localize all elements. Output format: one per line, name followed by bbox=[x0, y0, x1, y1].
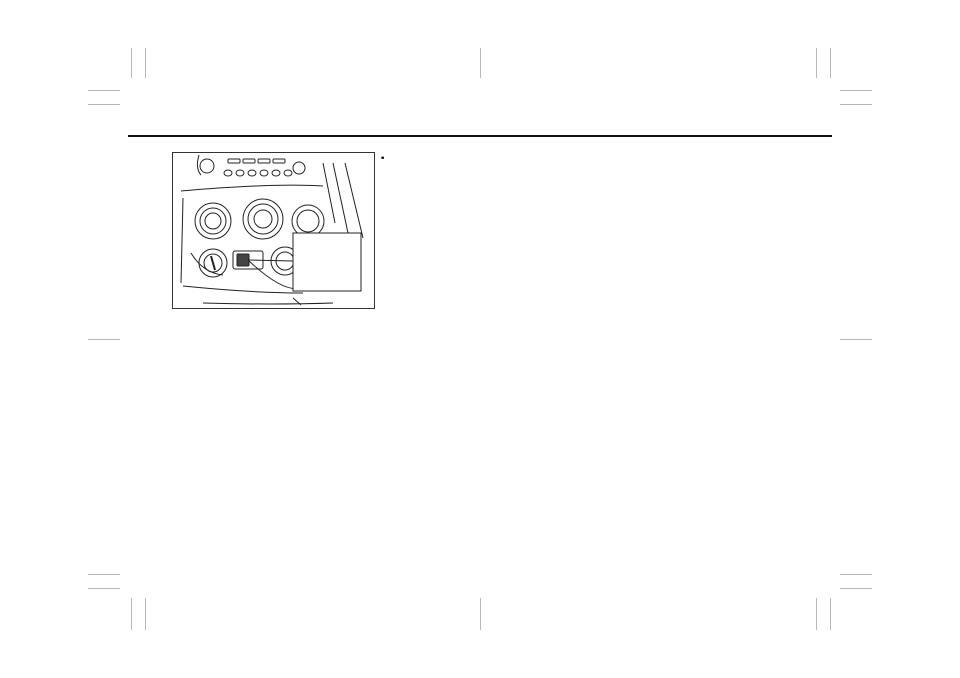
left-column bbox=[172, 147, 377, 315]
indicator-figure bbox=[172, 152, 375, 309]
header-rule bbox=[128, 135, 832, 137]
instrument-panel-illustration bbox=[173, 153, 375, 309]
middle-column bbox=[381, 147, 586, 153]
